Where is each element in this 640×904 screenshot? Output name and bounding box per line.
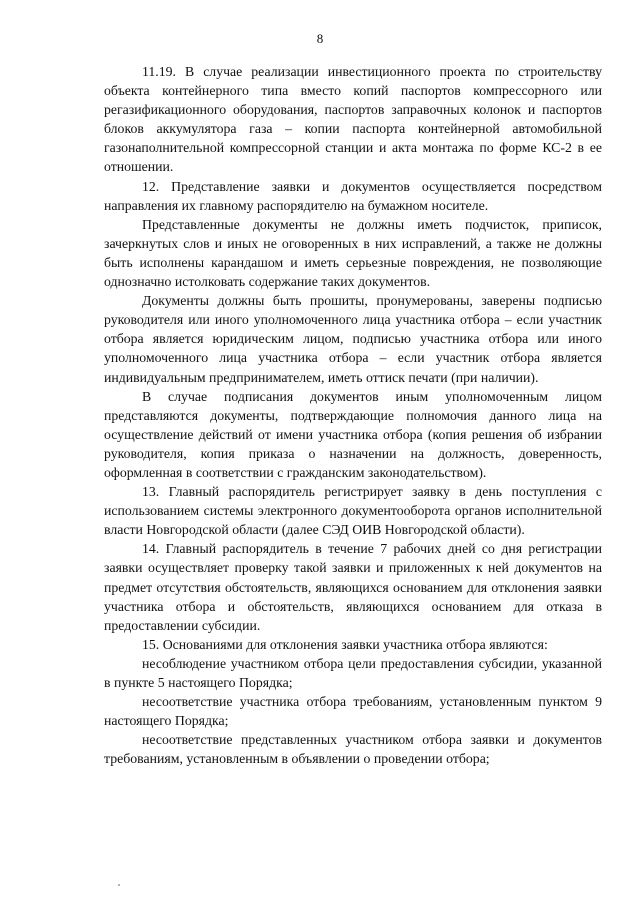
- paragraph-rejection-ground-3: несоответствие представленных участником отбора заявки и документов требованиям, установленным в объявлении о проведении отбора;: [104, 732, 602, 767]
- paragraph-authorized-signatory: В случае подписания документов иным уполномоченным лицом представляются документы, подтверждающие полномочия данного лица на осуществление действий от имени участника отбора (копия решения об избрании руководителя, копия приказа о назначении на должность, доверенность, оформленная в соответствии с гражданским законодательством).: [104, 388, 602, 480]
- paragraph-14: 14. Главный распорядитель в течение 7 рабочих дней со дня регистрации заявки осуществляет проверку такой заявки и приложенных к ней документов на предмет отсутствия обстоятельств, являющихся основанием для отклонения заявки участника отбора и обстоятельств, являющихся основанием для отказа в предоставлении субсидии.: [104, 541, 602, 633]
- paragraph-rejection-ground-2: несоответствие участника отбора требованиям, установленным пунктом 9 настоящего Порядка;: [104, 694, 602, 729]
- paragraph-15: 15. Основаниями для отклонения заявки участника отбора являются:: [142, 636, 548, 652]
- scan-speck: [118, 884, 120, 886]
- paragraph-rejection-ground-1: несоблюдение участником отбора цели предоставления субсидии, указанной в пункте 5 настоящего Порядка;: [104, 655, 602, 690]
- paragraph-document-requirements: Представленные документы не должны иметь подчисток, приписок, зачеркнутых слов и иных не оговоренных в них исправлений, а также не должны быть исполнены карандашом и иметь серьезные повреждения, не позволяющие однозначно истолковать содержание таких документов.: [104, 216, 602, 290]
- paragraph-12: 12. Представление заявки и документов осуществляется посредством направления их главному распорядителю на бумажном носителе.: [104, 178, 602, 213]
- paragraph-13: 13. Главный распорядитель регистрирует заявку в день поступления с использованием системы электронного документооборота органов исполнительной власти Новгородской области (далее СЭД ОИВ Новгородской области).: [104, 484, 602, 538]
- paragraph-11-19: 11.19. В случае реализации инвестиционного проекта по строительству объекта контейнерного типа вместо копий паспортов компрессорного или регазификационного оборудования, паспортов заправочных колонок и паспортов блоков аккумулятора газа – копии паспорта контейнерной автомобильной газонаполнительной компрессорной станции и акта монтажа по форме КС-2 в ее отношении.: [104, 64, 602, 175]
- paragraph-binding-requirements: Документы должны быть прошиты, пронумерованы, заверены подписью руководителя или иного уполномоченного лица участника отбора – если участник отбора является юридическим лицом, подписью участника отбора или иного уполномоченного лица участника отбора – если участник отбора является индивидуальным предпринимателем, иметь оттиск печати (при наличии).: [104, 293, 602, 385]
- page-number: 8: [316, 31, 324, 46]
- document-body: [104, 62, 602, 768]
